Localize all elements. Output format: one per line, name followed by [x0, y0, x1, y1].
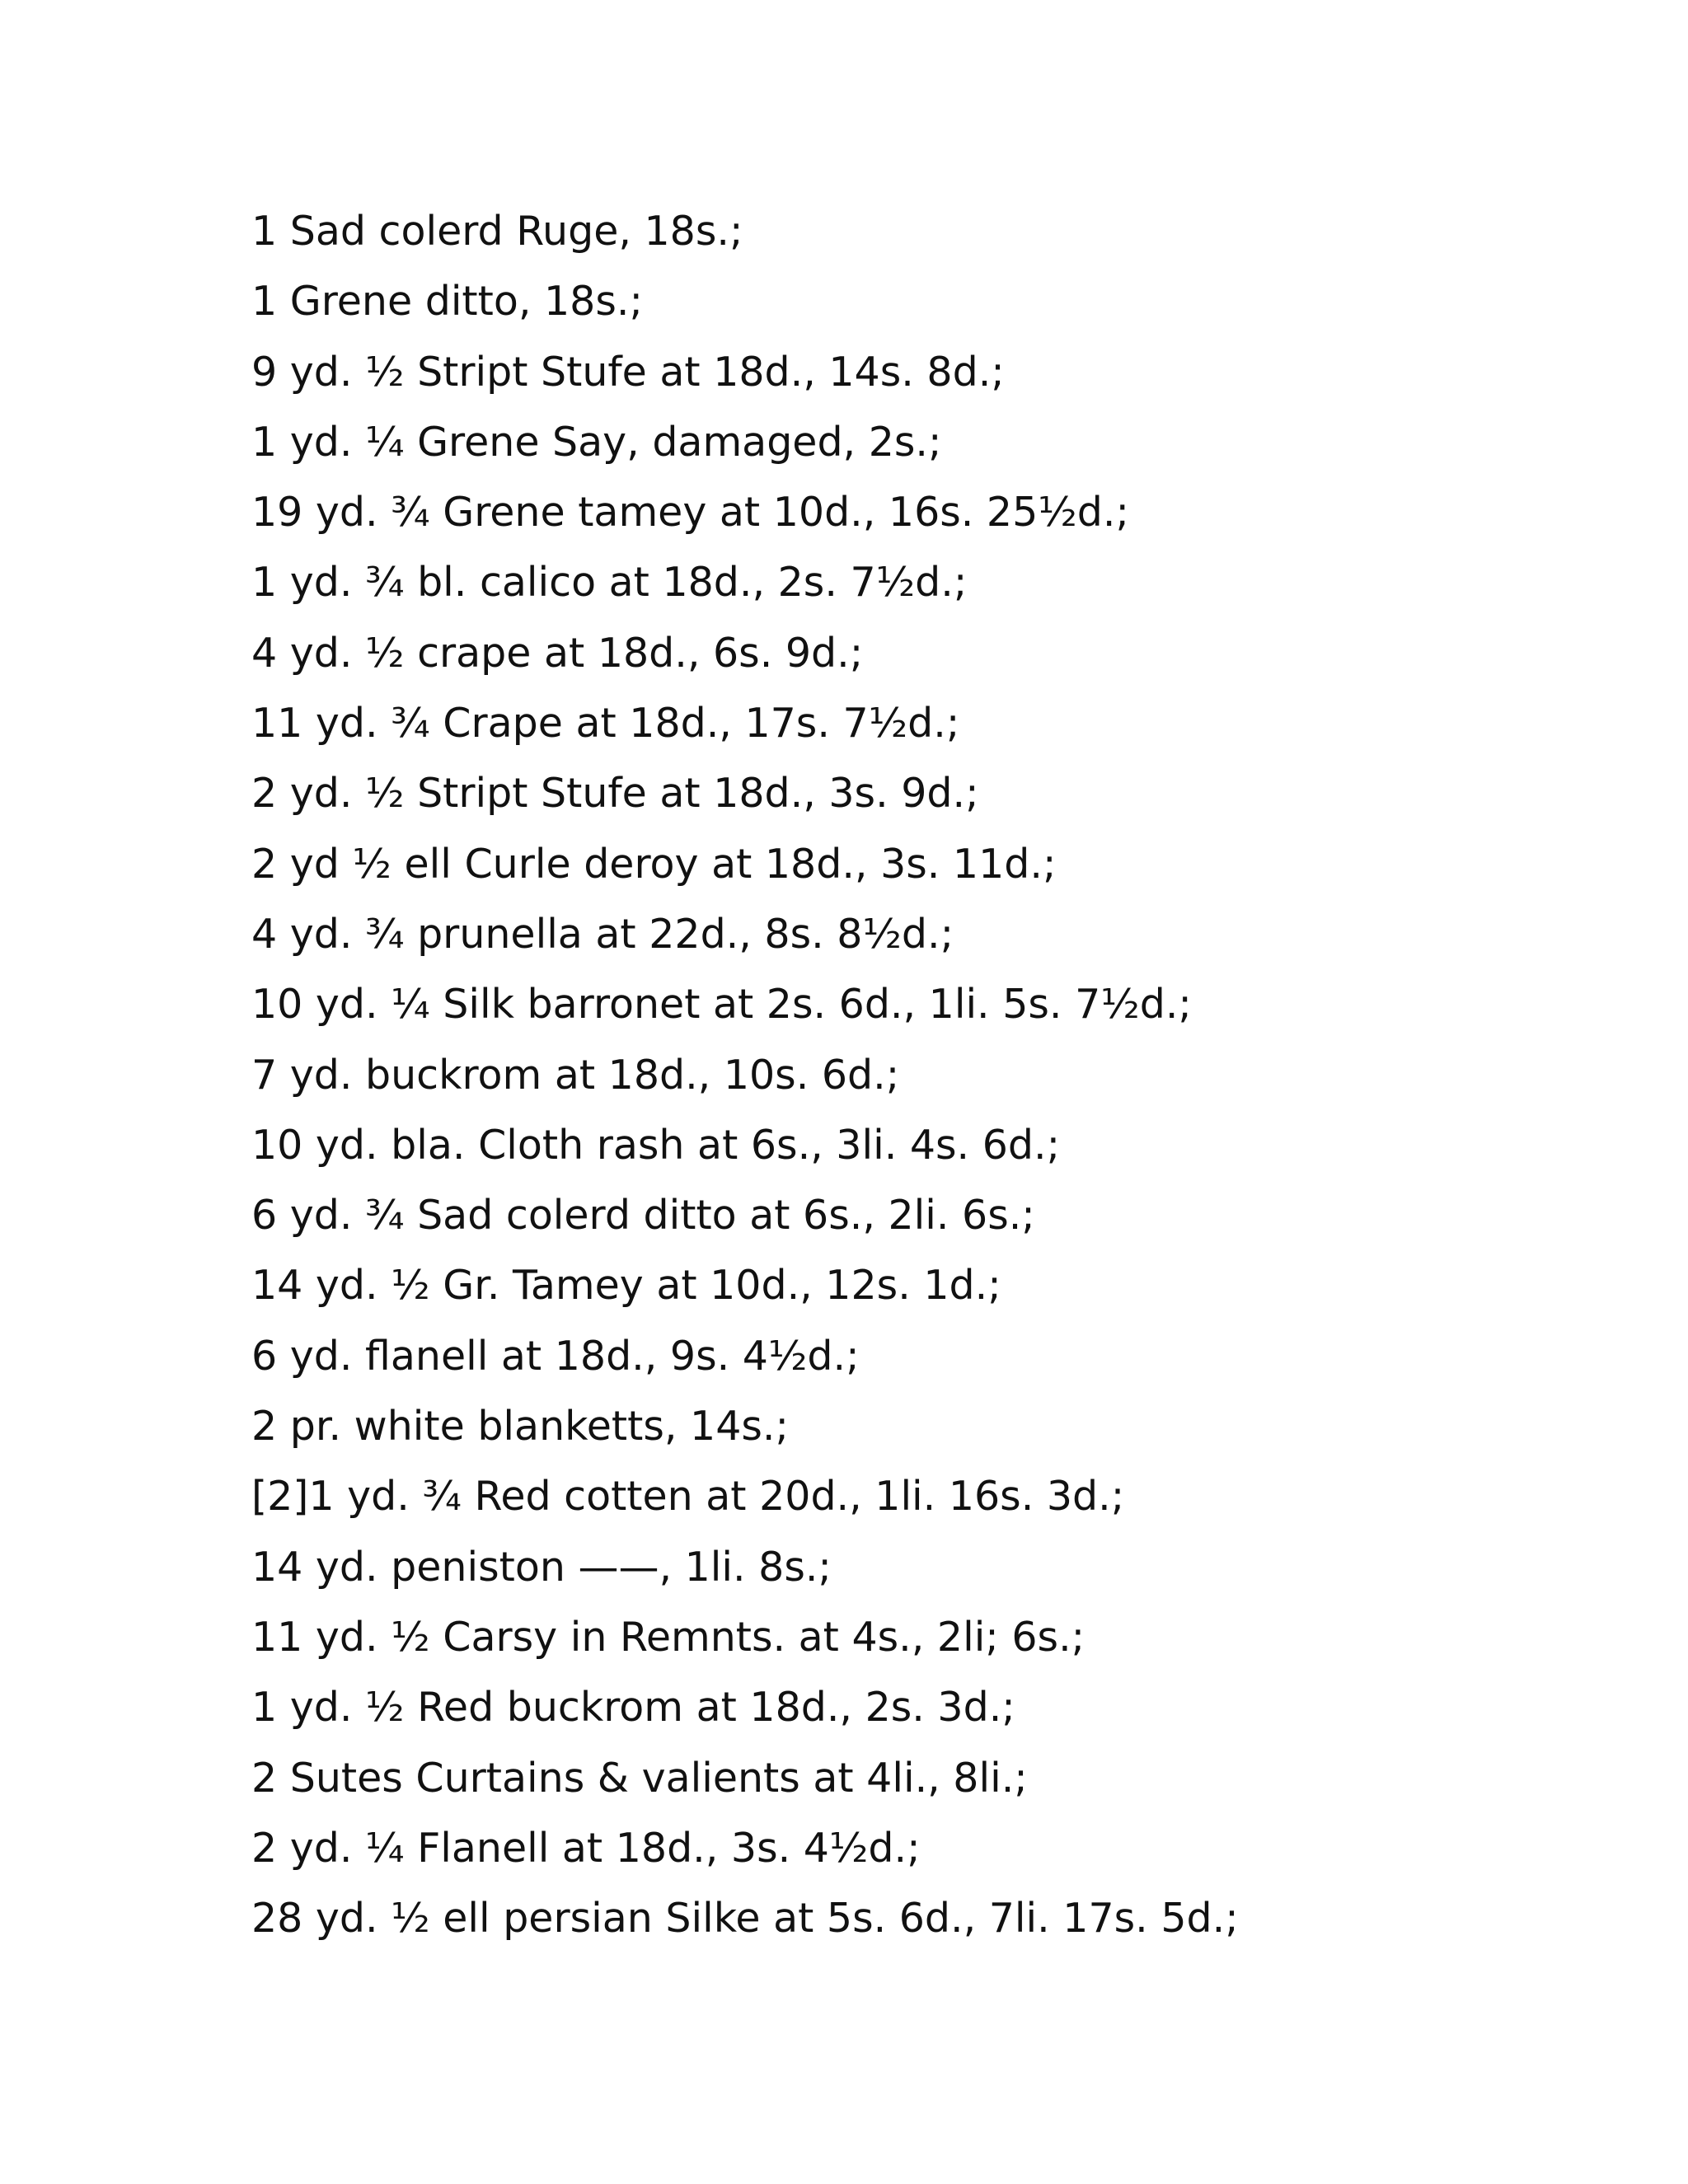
inventory-entry: 7 yd. buckrom at 18d., 10s. 6d.; — [251, 1051, 900, 1099]
inventory-entry: 14 yd. peniston ——, 1li. 8s.; — [251, 1543, 832, 1591]
inventory-entry: 10 yd. bla. Cloth rash at 6s., 3li. 4s. 6d.; — [251, 1121, 1061, 1169]
inventory-entry: 2 yd. ½ Stript Stufe at 18d., 3s. 9d.; — [251, 770, 979, 818]
inventory-entry: 4 yd. ½ crape at 18d., 6s. 9d.; — [251, 629, 864, 677]
inventory-entry: 1 yd. ½ Red buckrom at 18d., 2s. 3d.; — [251, 1684, 1015, 1732]
inventory-entry: 6 yd. ¾ Sad colerd ditto at 6s., 2li. 6s.; — [251, 1192, 1035, 1240]
inventory-entry: 2 pr. white blanketts, 14s.; — [251, 1403, 789, 1451]
inventory-entry: 2 yd ½ ell Curle deroy at 18d., 3s. 11d.; — [251, 840, 1057, 888]
inventory-entry: 4 yd. ¾ prunella at 22d., 8s. 8½d.; — [251, 910, 954, 958]
inventory-entry: 6 yd. flanell at 18d., 9s. 4½d.; — [251, 1332, 860, 1380]
inventory-entry: 2 yd. ¼ Flanell at 18d., 3s. 4½d.; — [251, 1824, 921, 1872]
inventory-entry: 11 yd. ½ Carsy in Remnts. at 4s., 2li; 6s.; — [251, 1613, 1085, 1661]
inventory-entry: 1 Grene ditto, 18s.; — [251, 278, 643, 326]
inventory-entry: 19 yd. ¾ Grene tamey at 10d., 16s. 25½d.; — [251, 489, 1129, 537]
inventory-entry: 1 Sad colerd Ruge, 18s.; — [251, 208, 743, 255]
inventory-entry: [2]1 yd. ¾ Red cotten at 20d., 1li. 16s. 3d.; — [251, 1473, 1125, 1521]
inventory-entry: 11 yd. ¾ Crape at 18d., 17s. 7½d.; — [251, 700, 960, 748]
inventory-entry: 9 yd. ½ Stript Stufe at 18d., 14s. 8d.; — [251, 348, 1005, 396]
inventory-entry: 10 yd. ¼ Silk barronet at 2s. 6d., 1li. 5s. 7½d.; — [251, 981, 1192, 1029]
inventory-entry: 1 yd. ¾ bl. calico at 18d., 2s. 7½d.; — [251, 559, 968, 607]
inventory-entry: 1 yd. ¼ Grene Say, damaged, 2s.; — [251, 418, 942, 466]
inventory-entry: 28 yd. ½ ell persian Silke at 5s. 6d., 7li. 17s. 5d.; — [251, 1895, 1239, 1943]
inventory-entry: 2 Sutes Curtains & valients at 4li., 8li.; — [251, 1754, 1028, 1802]
inventory-entry: 14 yd. ½ Gr. Tamey at 10d., 12s. 1d.; — [251, 1262, 1001, 1310]
inventory-list — [251, 196, 1239, 1953]
